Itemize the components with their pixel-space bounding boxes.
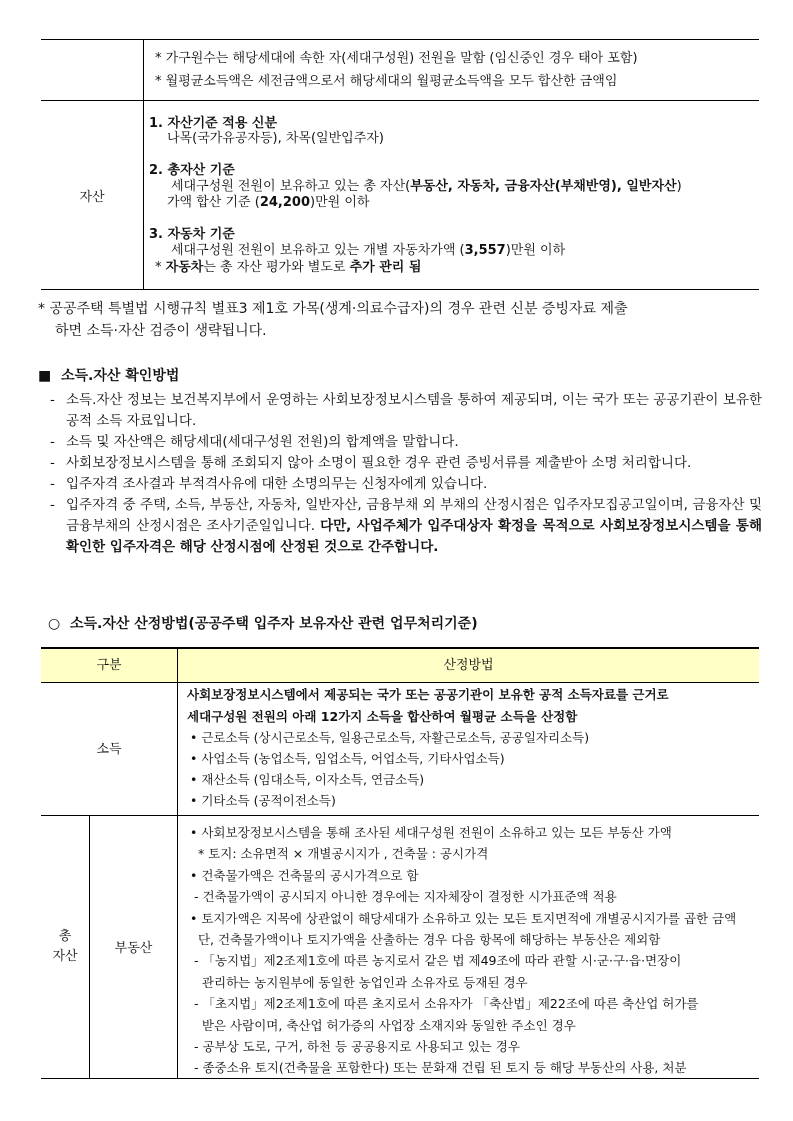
income-row-divider (177, 680, 178, 815)
realestate-line: 받은 사람이며, 축산업 허가증의 사업장 소재지와 동일한 주소인 경우 (190, 1017, 576, 1033)
asset-s2-line2: 가액 합산 기준 (24,200)만원 이하 (167, 195, 370, 210)
income-label: 소득 (96, 742, 122, 757)
list-item: - 소득 및 자산액은 해당세대(세대구성원 전원)의 합계액을 말합니다. (50, 434, 459, 450)
calc-table-header-category: 구분 (96, 658, 122, 673)
income-intro-line1: 사회보장정보시스템에서 제공되는 국가 또는 공공기관이 보유한 공적 소득자료를 근거로 (187, 687, 669, 702)
square-bullet-icon: ■ (38, 368, 52, 384)
asset-s3-line1: 세대구성원 전원이 보유하고 있는 개별 자동차가액 (3,557)만원 이하 (171, 243, 566, 258)
asset-s1-body: 나목(국가유공자등), 차목(일반입주자) (167, 131, 384, 146)
list-item: - 소득.자산 정보는 보건복지부에서 운영하는 사회보장정보시스템을 통하여 제공되며, 이는 국가 또는 공공기관이 보유한 공적 소득 자료입니다. (50, 392, 762, 429)
realestate-line: 단, 건축물가액이나 토지가액을 산출하는 경우 다음 항목에 해당하는 부동산은 제외함 (190, 932, 661, 948)
asset-table-top-border (41, 39, 759, 40)
verification-footnote-line2: 하면 소득·자산 검증이 생략됩니다. (55, 323, 267, 339)
realestate-line: • 사회보장정보시스템을 통해 조사된 세대구성원 전원이 소유하고 있는 모든 부동산 가액 (190, 825, 672, 840)
realestate-line: - 「농지법」제2조제1호에 따른 농지로서 같은 법 제49조에 따라 관할 시·군·구·읍·면장이 (190, 953, 682, 969)
income-intro-line2: 세대구성원 전원의 아래 12가지 소득을 합산하여 월평균 소득을 산정함 (187, 709, 578, 724)
realestate-line: - 종중소유 토지(건축물을 포함한다) 또는 문화재 건립 된 토지 등 해당 부동산의 사용, 처분 (190, 1060, 687, 1076)
asset-s1-title: 1. 자산기준 적용 신분 (149, 116, 278, 131)
asset-s2-line1: 세대구성원 전원이 보유하고 있는 총 자산(부동산, 자동차, 금융자산(부채반영), 일반자산) (171, 179, 682, 194)
section-calc-method-heading (48, 613, 478, 633)
realestate-label: 부동산 (114, 941, 153, 956)
realestate-details (190, 822, 758, 1079)
income-item: • 사업소득 (농업소득, 임업소득, 어업소득, 기타사업소득) (190, 751, 505, 766)
income-item: • 근로소득 (상시근로소득, 일용근로소득, 자활근로소득, 공공일자리소득) (190, 730, 590, 745)
realestate-line: - 공부상 도로, 구거, 하천 등 공공용지로 사용되고 있는 경우 (190, 1039, 520, 1055)
asset-row-label: 자산 (79, 189, 105, 205)
list-item: - 입주자격 중 주택, 소득, 부동산, 자동차, 일반자산, 금융부채 외 부채의 산정시점은 입주자모집공고일이며, 금융자산 및 금융부채의 산정시점은 조사기준일입니다. 다만, 사업주체가 입주대상자 확정을 목적으로 사회보장정보시스템을 통해 확인한 입주자격은 해당 산정시점에 산정된 것으로 간주합니다. (50, 497, 762, 555)
list-item: - 사회보장정보시스템을 통해 조회되지 않아 소명이 필요한 경우 관련 증빙서류를 제출받아 소명 처리합니다. (50, 455, 692, 471)
total-asset-label: 총 자산 (52, 928, 78, 964)
asset-table-column-divider (143, 39, 144, 289)
realestate-line: • 토지가액은 지목에 상관없이 해당세대가 소유하고 있는 모든 토지면적에 개별공시지가를 곱한 금액 (190, 910, 737, 926)
verification-footnote-line1: * 공공주택 특별법 시행규칙 별표3 제1호 가목(생계·의료수급자)의 경우 관련 신분 증빙자료 제출 (38, 301, 628, 317)
realestate-line: - 건축물가액이 공시되지 아니한 경우에는 지자체장이 결정한 시가표준액 적용 (190, 889, 617, 905)
asset-table-bottom-border (41, 289, 759, 290)
income-item: • 재산소득 (임대소득, 이자소득, 연금소득) (190, 772, 425, 787)
realestate-line: - 「초지법」제2조제1호에 따른 초지로서 소유자가 「축산법」제22조에 따른 축산업 허가를 (190, 996, 699, 1012)
realestate-line: • 건축물가액은 건축물의 공시가격으로 함 (190, 867, 419, 883)
household-size-note: * 가구원수는 해당세대에 속한 자(세대구성원) 전원을 말함 (임신중인 경우 태아 포함) (155, 51, 638, 66)
section-title: 소득.자산 산정방법(공공주택 입주자 보유자산 관련 업무처리기준) (69, 616, 478, 632)
asset-s3-line2: * 자동차는 총 자산 평가와 별도로 추가 관리 됨 (155, 260, 422, 275)
calc-table-header-method: 산정방법 (443, 658, 494, 673)
section-title: 소득.자산 확인방법 (60, 368, 180, 384)
section-income-asset-check-heading (38, 365, 179, 385)
asset-table-row-divider (41, 100, 759, 101)
monthly-income-note: * 월평균소득액은 세전금액으로서 해당세대의 월평균소득액을 모두 합산한 금액임 (155, 74, 618, 89)
realestate-line: 관리하는 농지원부에 동일한 농업인과 소유자로 등재된 경우 (190, 974, 528, 990)
list-item: - 입주자격 조사결과 부적격사유에 대한 소명의무는 신청자에게 있습니다. (50, 476, 488, 492)
asset-s3-title: 3. 자동차 기준 (149, 227, 235, 242)
realestate-line: * 토지: 소유면적 × 개별공시지가 , 건축물 : 공시가격 (190, 846, 489, 862)
asset-s2-title: 2. 총자산 기준 (149, 163, 235, 178)
income-item: • 기타소득 (공적이전소득) (190, 793, 336, 808)
circle-bullet-icon: ○ (48, 616, 61, 632)
realestate-divider (177, 815, 178, 1078)
check-method-list (50, 390, 762, 558)
